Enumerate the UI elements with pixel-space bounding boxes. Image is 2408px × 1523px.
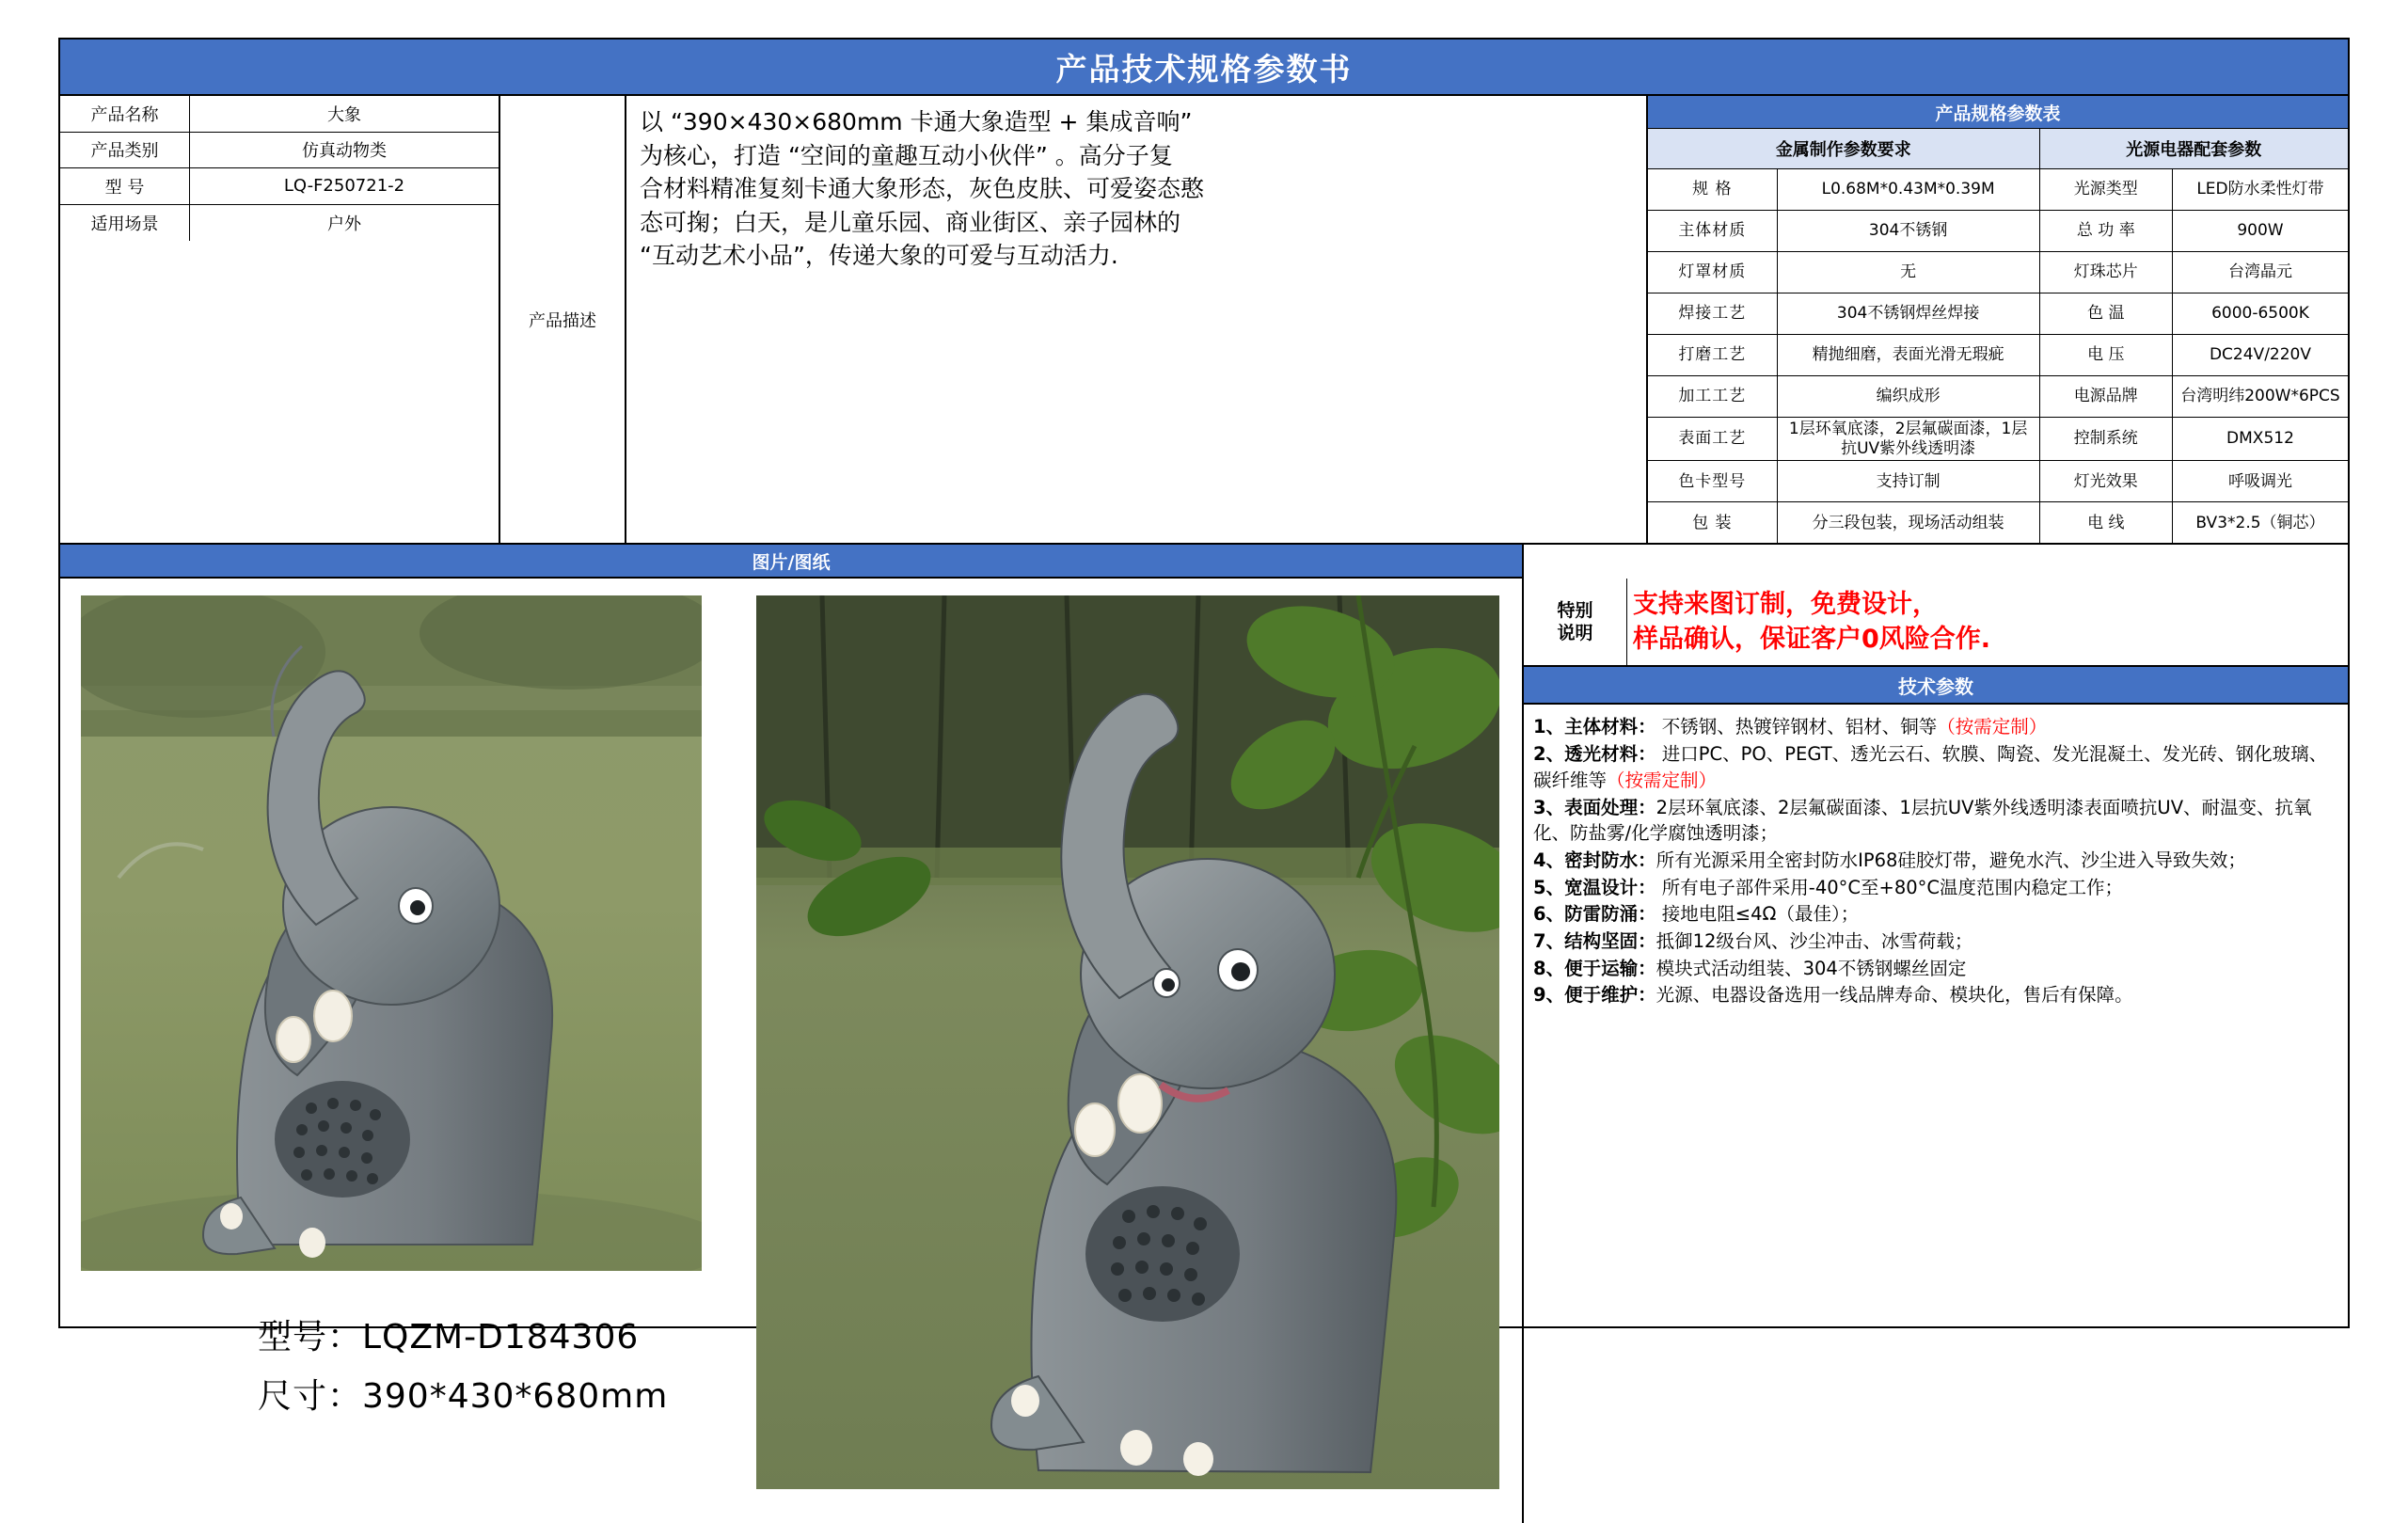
spec-key-light: 色 温 <box>2040 293 2173 334</box>
spec-value-metal: 1层环氧底漆，2层氟碳面漆，1层抗UV紫外线透明漆 <box>1778 418 2040 460</box>
table-row <box>1648 461 2348 502</box>
spec-key-metal: 灯罩材质 <box>1648 252 1778 293</box>
spec-value-metal: 分三段包装，现场活动组装 <box>1778 502 2040 543</box>
spec-table-subheaders <box>1648 129 2348 169</box>
special-note-text <box>1627 579 2348 665</box>
upper-section <box>60 96 2348 545</box>
spec-value-metal: L0.68M*0.43M*0.39M <box>1778 169 2040 210</box>
basic-info-value: LQ-F250721-2 <box>283 176 405 197</box>
table-row <box>1648 211 2348 252</box>
spec-subheader-metal: 金属制作参数要求 <box>1648 129 2040 168</box>
spec-key-light: 总 功 率 <box>2040 211 2173 251</box>
spec-value-light: DMX512 <box>2226 429 2294 449</box>
lower-section <box>60 579 2348 1523</box>
tech-item-text: 进口PC、PO、PEGT、透光云石、软膜、陶瓷、发光混凝土、发光砖、钢化玻璃、碳纤维等 <box>1533 743 2328 791</box>
spec-key-light: 灯光效果 <box>2040 461 2173 501</box>
basic-info-key: 产品名称 <box>60 96 190 132</box>
spec-value-light: 台湾晶元 <box>2227 262 2292 282</box>
tech-item-name: 透光材料： <box>1564 743 1656 766</box>
spec-subheader-light: 光源电器配套参数 <box>2040 129 2348 168</box>
table-row <box>60 133 499 169</box>
list-item <box>1533 875 2338 901</box>
spec-value-metal: 编织成形 <box>1778 376 2040 417</box>
description-line-3: 合材料精准复刻卡通大象形态，灰色皮肤、可爱姿态憨 <box>640 175 1205 202</box>
basic-info-value: 户外 <box>327 214 361 234</box>
spec-table-body <box>1648 169 2348 543</box>
special-note-label-line2: 说明 <box>1557 623 1593 644</box>
spec-key-light: 光源类型 <box>2040 169 2173 210</box>
table-row <box>60 96 499 133</box>
tech-item-text: 2层环氧底漆、2层氟碳面漆、1层抗UV紫外线透明漆表面喷抗UV、耐温变、抗氧化、防盐雾/化学腐蚀透明漆； <box>1533 796 2312 845</box>
product-caption <box>258 1308 668 1426</box>
caption-model: 型号：LQZM-D184306 <box>258 1318 640 1357</box>
spec-key-metal: 打磨工艺 <box>1648 335 1778 375</box>
tech-item-name: 主体材料： <box>1564 716 1656 738</box>
right-column <box>1524 579 2348 1523</box>
tech-item-num: 6、 <box>1533 903 1565 926</box>
tech-item-text: 接地电阻≤4Ω（最佳）； <box>1656 903 1860 926</box>
table-row <box>60 168 499 205</box>
basic-info-value: 仿真动物类 <box>302 141 387 162</box>
tech-item-name: 便于运输： <box>1564 957 1656 979</box>
tech-item-text: 光源、电器设备选用一线品牌寿命、模块化，售后有保障。 <box>1656 984 2133 1007</box>
tech-item-red: （按需定制） <box>1937 716 2048 738</box>
tech-item-text: 模块式活动组装、304不锈钢螺丝固定 <box>1656 957 1967 979</box>
spec-key-light: 电 压 <box>2040 335 2173 375</box>
spec-sheet <box>58 38 2350 1417</box>
table-row <box>1648 376 2348 418</box>
spec-value-metal: 支持订制 <box>1778 461 2040 501</box>
basic-info-table <box>60 96 500 543</box>
tech-item-red: （按需定制） <box>1607 769 1718 791</box>
list-item <box>1533 956 2338 982</box>
spec-key-light: 灯珠芯片 <box>2040 252 2173 293</box>
tech-item-name: 密封防水： <box>1564 849 1656 871</box>
list-item <box>1533 848 2338 874</box>
spec-table-title: 产品规格参数表 <box>1648 96 2348 129</box>
spec-key-metal: 加工工艺 <box>1648 376 1778 417</box>
images-column <box>60 579 1524 1523</box>
spec-value-light: 台湾明纬200W*6PCS <box>2180 387 2340 406</box>
tech-item-name: 结构坚固： <box>1564 929 1656 952</box>
tech-item-num: 5、 <box>1533 876 1565 898</box>
table-row <box>1648 252 2348 293</box>
caption-size: 尺寸：390*430*680mm <box>258 1377 669 1417</box>
spec-key-metal: 主体材质 <box>1648 211 1778 251</box>
spec-key-metal: 焊接工艺 <box>1648 293 1778 334</box>
spec-value-light: LED防水柔性灯带 <box>2196 180 2324 199</box>
tech-item-num: 2、 <box>1533 743 1565 766</box>
tech-item-num: 3、 <box>1533 796 1565 818</box>
tech-item-text: 所有电子部件采用-40°C至+80°C温度范围内稳定工作； <box>1656 876 2124 898</box>
spec-key-light: 电源品牌 <box>2040 376 2173 417</box>
special-note <box>1524 579 2348 667</box>
list-item <box>1533 928 2338 955</box>
tech-item-num: 7、 <box>1533 929 1565 952</box>
spec-value-light: 呼吸调光 <box>2227 471 2292 491</box>
basic-info-key: 产品类别 <box>60 133 190 168</box>
list-item <box>1533 795 2338 847</box>
spec-value-light: DC24V/220V <box>2209 345 2311 365</box>
tech-params-list <box>1524 705 2348 1523</box>
tech-item-text: 抵御12级台风、沙尘冲击、冰雪荷载； <box>1656 929 1973 952</box>
picture-band-label: 图片/图纸 <box>60 545 1522 579</box>
basic-info-key: 型 号 <box>60 168 190 204</box>
description-text <box>626 96 1648 543</box>
table-row <box>1648 169 2348 211</box>
tech-item-num: 9、 <box>1533 984 1565 1007</box>
description-label: 产品描述 <box>500 96 626 543</box>
tech-item-name: 便于维护： <box>1564 984 1656 1007</box>
document-title: 产品技术规格参数书 <box>60 40 2348 96</box>
description-line-2: 为核心，打造 “空间的童趣互动小伙伴” 。高分子复 <box>640 141 1173 169</box>
spec-value-light: BV3*2.5（铜芯） <box>2195 513 2325 532</box>
tech-item-num: 8、 <box>1533 957 1565 979</box>
special-note-label <box>1524 579 1627 665</box>
special-note-line-1: 支持来图订制，免费设计， <box>1633 590 1938 620</box>
tech-params-title: 技术参数 <box>1524 667 2348 705</box>
list-item <box>1533 714 2338 740</box>
spec-value-light: 900W <box>2237 221 2284 241</box>
description-line-1: 以 “390×430×680mm 卡通大象造型 + 集成音响” <box>640 108 1193 135</box>
product-photo-left <box>81 595 702 1271</box>
tech-item-name: 防雷防涌： <box>1564 903 1656 926</box>
table-row <box>1648 293 2348 335</box>
special-note-label-line1: 特别 <box>1557 599 1593 621</box>
spec-key-metal: 规 格 <box>1648 169 1778 210</box>
list-item <box>1533 982 2338 1008</box>
table-row <box>1648 502 2348 543</box>
list-item <box>1533 741 2338 793</box>
product-photo-right <box>756 595 1499 1489</box>
description-line-4: 态可掬；白天，是儿童乐园、商业街区、亲子园林的 <box>640 208 1181 236</box>
spec-value-light: 6000-6500K <box>2211 304 2309 324</box>
spec-value-metal: 无 <box>1778 252 2040 293</box>
description-line-5: “互动艺术小品”，传递大象的可爱与互动活力. <box>640 242 1118 269</box>
table-row <box>1648 335 2348 376</box>
spec-value-metal: 精抛细磨，表面光滑无瑕疵 <box>1778 335 2040 375</box>
tech-item-num: 1、 <box>1533 716 1565 738</box>
spec-key-metal: 表面工艺 <box>1648 418 1778 460</box>
tech-item-name: 表面处理： <box>1564 796 1656 818</box>
table-row <box>60 205 499 242</box>
table-row <box>1648 418 2348 461</box>
basic-info-value: 大象 <box>327 104 361 125</box>
spec-key-light: 控制系统 <box>2040 418 2173 460</box>
spec-key-metal: 包 装 <box>1648 502 1778 543</box>
tech-item-text: 所有光源采用全密封防水IP68硅胶灯带，避免水汽、沙尘进入导致失效； <box>1656 849 2246 871</box>
special-note-line-2: 样品确认，保证客户0风险合作. <box>1633 625 1991 655</box>
spec-value-metal: 304不锈钢焊丝焊接 <box>1778 293 2040 334</box>
tech-item-text: 不锈钢、热镀锌钢材、铝材、铜等 <box>1656 716 1938 738</box>
spec-table <box>1648 96 2348 543</box>
tech-item-name: 宽温设计： <box>1564 876 1656 898</box>
list-item <box>1533 901 2338 928</box>
spec-key-light: 电 线 <box>2040 502 2173 543</box>
basic-info-key: 适用场景 <box>60 205 190 242</box>
spec-value-metal: 304不锈钢 <box>1778 211 2040 251</box>
tech-item-num: 4、 <box>1533 849 1565 871</box>
spec-key-metal: 色卡型号 <box>1648 461 1778 501</box>
